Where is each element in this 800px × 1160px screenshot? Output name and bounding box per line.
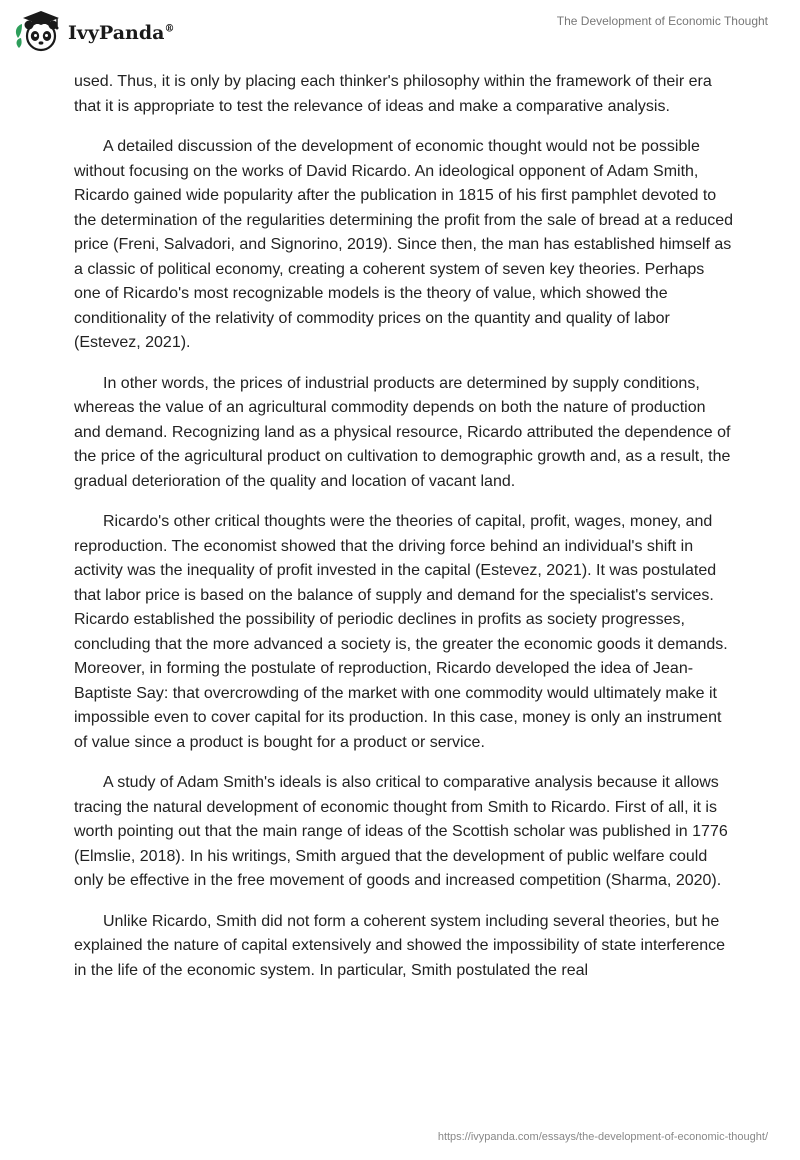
brand-name: IvyPanda® (68, 22, 175, 44)
footer-url[interactable]: https://ivypanda.com/essays/the-development-of-economic-thought/ (437, 1131, 768, 1143)
paragraph: used. Thus, it is only by placing each thinker's philosophy within the framework of their era that it is appropriate to test the relevance of ideas and make a comparative analysis. (74, 73, 712, 115)
paragraph: A study of Adam Smith's ideals is also critical to comparative analysis because it allows tracing the natural development of economic thought from Smith to Ricardo. First of all, it is worth pointing out that the main range of ideas of the Scottish scholar was published in 1776 (Elmslie, 2018). In his writings, Smith argued that the development of public welfare could only be effective in the free movement of goods and increased competition (Sharma, 2020). (74, 774, 728, 889)
paragraph: A detailed discussion of the development of economic thought would not be possible without focusing on the works of David Ricardo. An ideological opponent of Adam Smith, Ricardo gained wide popularity after the publication in 1815 of his first pamphlet devoted to the determination of the regularities determining the profit from the sale of bread at a reduced price (Freni, Salvadori, and Signorino, 2019). Since then, the man has established himself as a classic of political economy, creating a coherent system of seven key theories. Perhaps one of Ricardo's most recognizable models is the theory of value, which showed the conditionality of the relativity of commodity prices on the quantity and quality of labor (Estevez, 2021). (74, 138, 734, 351)
document-title: The Development of Economic Thought (556, 14, 768, 28)
paragraph: Unlike Ricardo, Smith did not form a coherent system including several theories, but he explained the nature of capital extensively and showed the impossibility of state interference in the life of the economic system. In particular, Smith postulated the real (74, 912, 726, 979)
essay-body (74, 70, 734, 999)
page-header (0, 0, 800, 72)
paragraph: In other words, the prices of industrial products are determined by supply conditions, whereas the value of an agricultural commodity depends on both the nature of production and demand. Recognizing land as a physical resource, Ricardo attributed the dependence of the price of the agricultural product on cultivation to demographic growth and, as a result, the gradual deterioration of the quality and location of vacant land. (74, 374, 731, 490)
paragraph: Ricardo's other critical thoughts were the theories of capital, profit, wages, money, and reproduction. The economist showed that the driving force behind an individual's shift in activity was the inequality of profit invested in the capital (Estevez, 2021). It was postulated that labor price is based on the balance of supply and demand for the specialist's services. Ricardo established the possibility of periodic declines in profits as society progresses, concluding that the more advanced a society is, the greater the economic goods it demands. Moreover, in forming the postulate of reproduction, Ricardo developed the idea of Jean-Baptiste Say: that overcrowding of the market with one commodity would ultimately make it impossible even to cover capital for its production. In this case, money is only an instrument of value since a product is bought for a product or service. (74, 513, 728, 751)
ivypanda-logo[interactable] (14, 8, 174, 54)
panda-graduation-cap-icon (14, 8, 64, 54)
